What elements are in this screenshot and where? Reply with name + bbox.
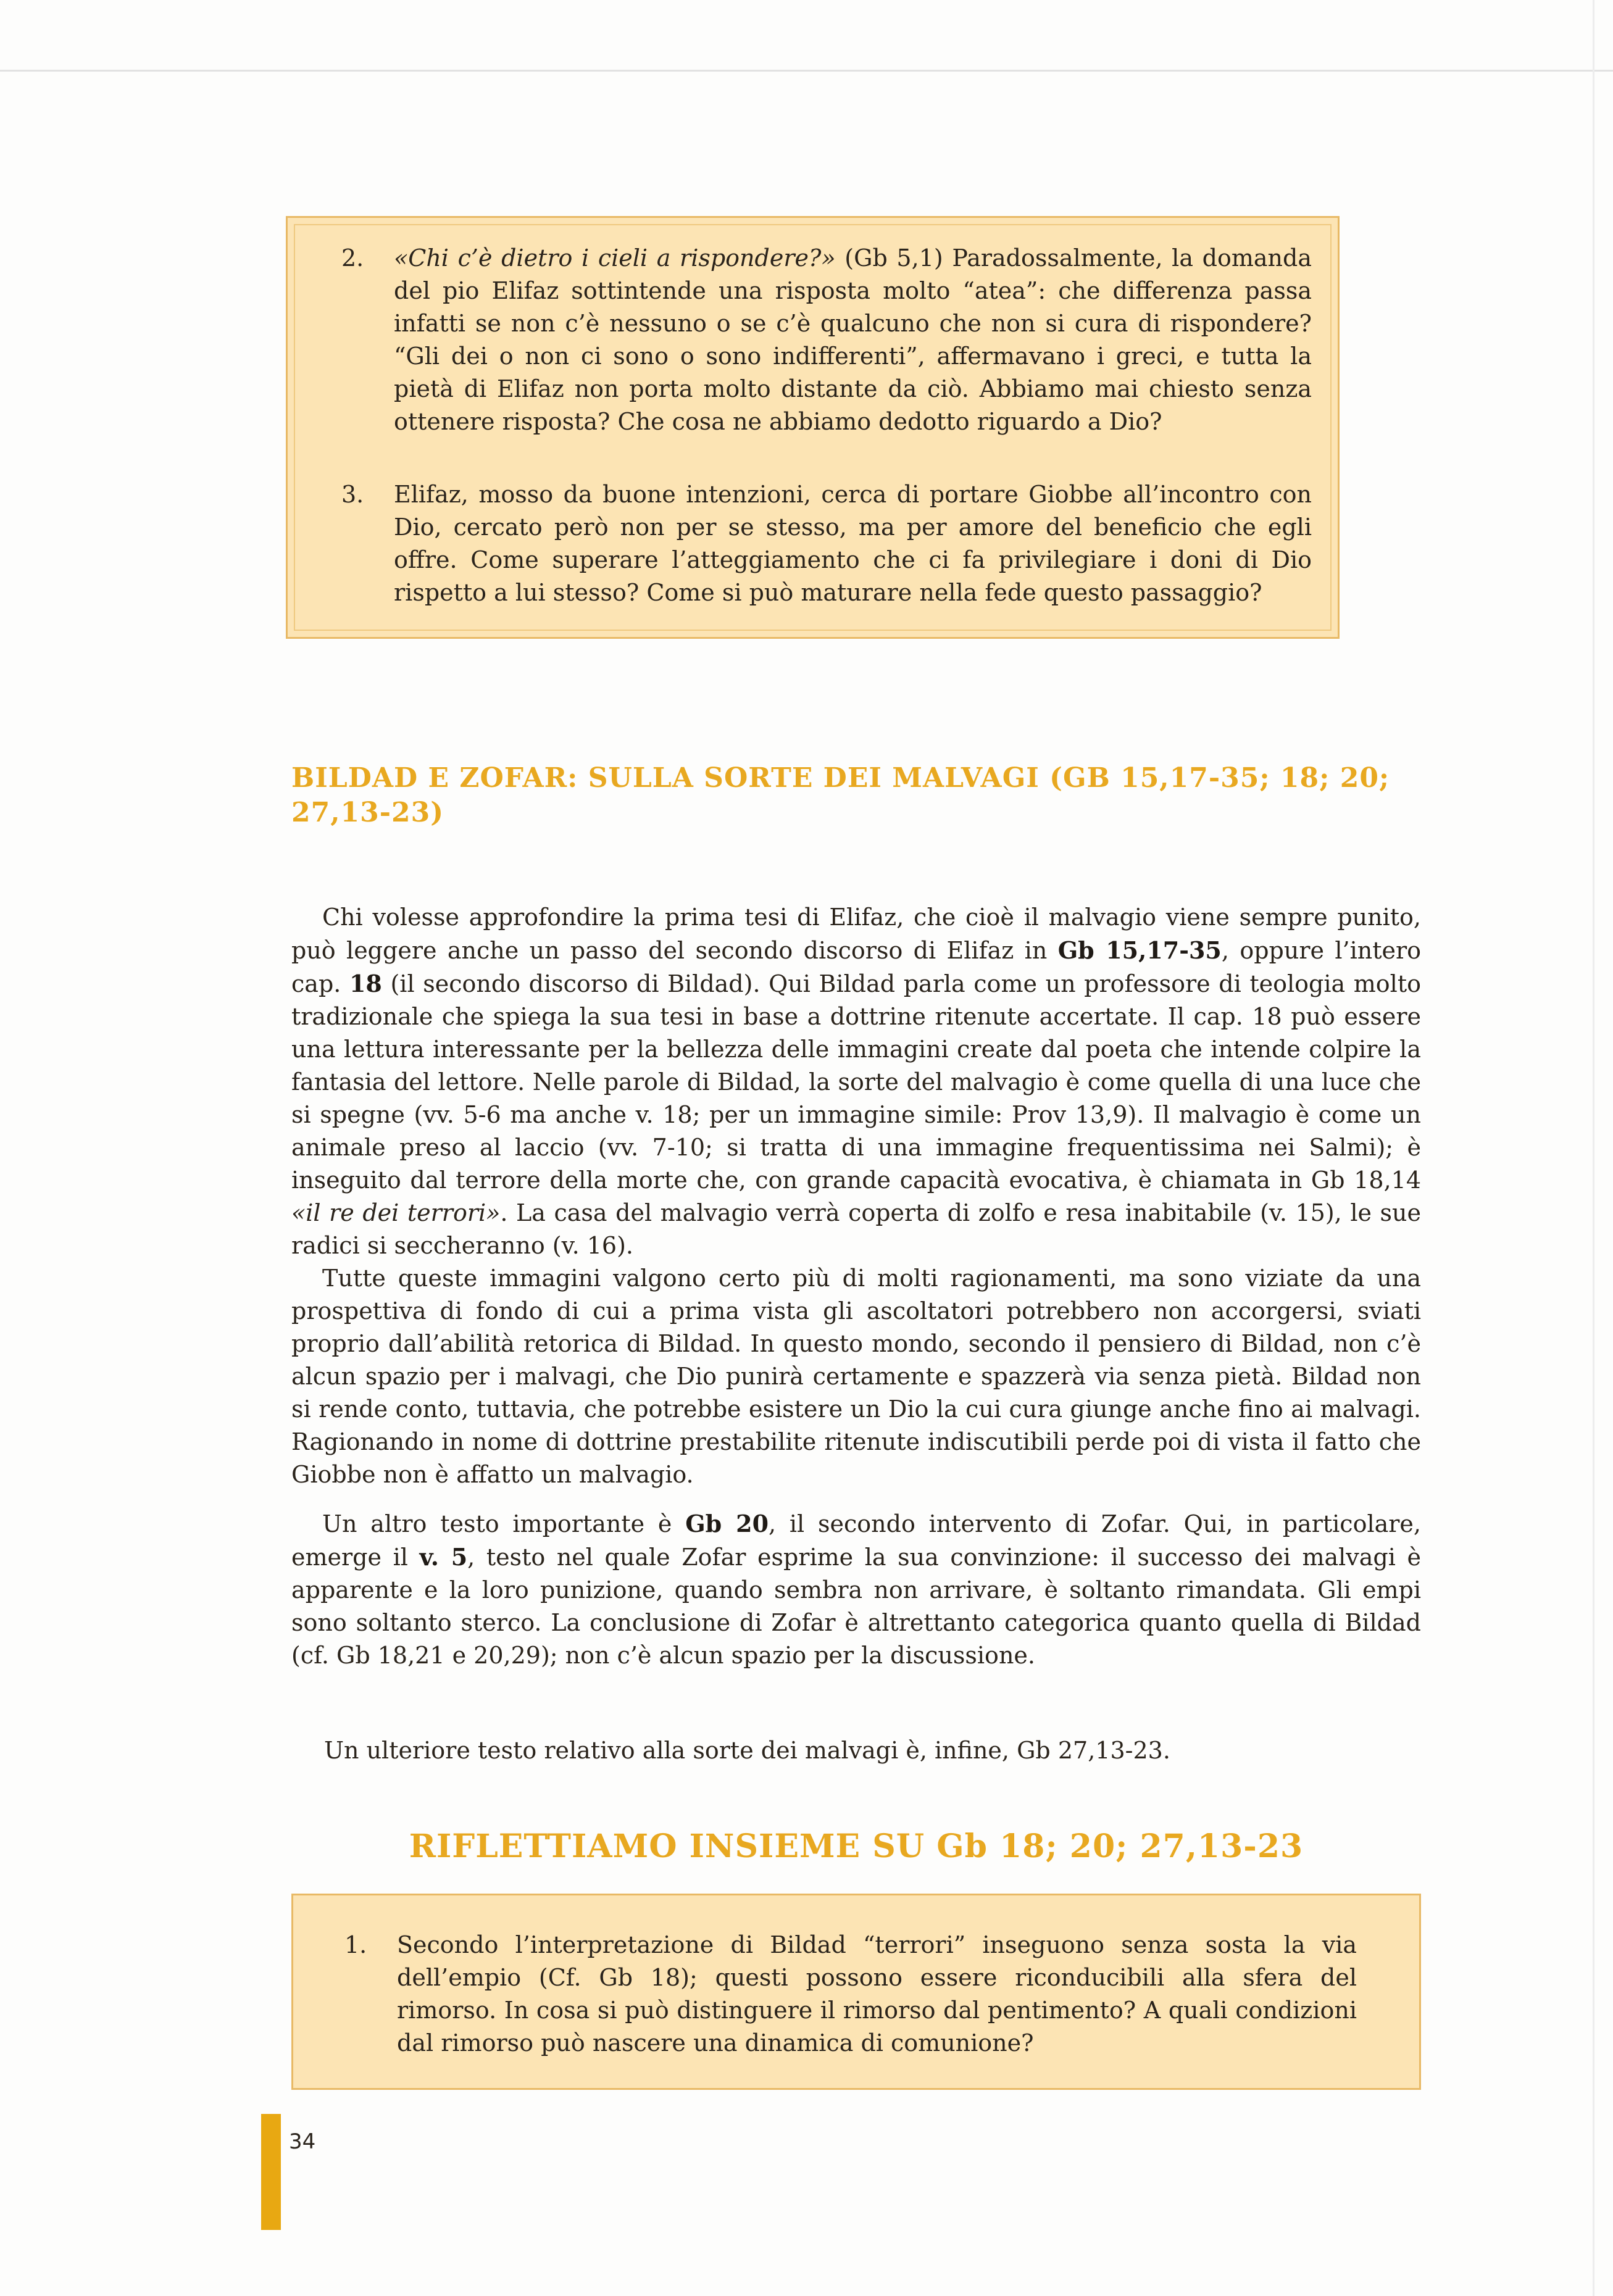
paragraph-3: Un altro testo importante è Gb 20, il secondo intervento di Zofar. Qui, in particolare, emerge il v. 5, testo nel quale Zofar esprime la sua convinzione: il successo dei malvagi è apparente e la loro punizione, quando sembra non arrivare, è soltanto rimandata. Gli empi sono soltanto sterco. La conclusione di Zofar è altrettanto categorica quanto quella di Bildad (cf. Gb 18,21 e 20,29); non c’è alcun spazio per la discussione.	[291, 1510, 1421, 1669]
question-number: 2.	[341, 244, 364, 272]
question-item-2	[341, 242, 1312, 438]
question-text: Secondo l’interpretazione di Bildad “terrori” inseguono senza sosta la via dell’empio (Cf. Gb 18); questi possono essere riconducibili alla sfera del rimorso. In cosa si può distinguere il rimorso dal pentimento? A quali condizioni dal rimorso può nascere una dinamica di comunione?	[397, 1931, 1357, 2057]
paragraph-1: Chi volesse approfondire la prima tesi di Elifaz, che cioè il malvagio viene sempre punito, può leggere anche un passo del secondo discorso di Elifaz in Gb 15,17-35, oppure l’intero cap. 18 (il secondo discorso di Bildad). Qui Bildad parla come un professore di teologia molto tradizionale che spiega la sua tesi in base a dottrine ritenute accertate. Il cap. 18 può essere una lettura interessante per la bellezza delle immagini create dal poeta che intende colpire la fantasia del lettore. Nelle parole di Bildad, la sorte del malvagio è come quella di una luce che si spegne (vv. 5-6 ma anche v. 18; per un immagine simile: Prov 13,9). Il malvagio è come un animale preso al laccio (vv. 7-10; si tratta di una immagine frequentissima nei Salmi); è inseguito dal terrore della morte che, con grande capacità evocativa, è chiamata in Gb 18,14 «il re dei terrori». La casa del malvagio verrà coperta di zolfo e resa inabitabile (v. 15), le sue radici si seccheranno (v. 16).	[291, 904, 1422, 1259]
question-number: 1.	[344, 1931, 367, 1958]
bold-reference: Gb 15,17-35	[1057, 936, 1222, 964]
question-text: Elifaz, mosso da buone intenzioni, cerca di portare Giobbe all’incontro con Dio, cercato però non per se stesso, ma per amore del beneficio che egli offre. Come superare l’atteggiamento che ci fa privilegiare i doni di Dio rispetto a lui stesso? Come si può maturare nella fede questo passaggio?	[394, 481, 1312, 606]
right-rule	[1593, 0, 1594, 2296]
paragraph-2: Tutte queste immagini valgono certo più di molti ragionamenti, ma sono viziate da una prospettiva di fondo di cui a prima vista gli ascoltatori potrebbero non accorgersi, sviati proprio dall’abilità retorica di Bildad. In questo mondo, secondo il pensiero di Bildad, non c’è alcun spazio per i malvagi, che Dio punirà certamente e spazzerà via senza pietà. Bildad non si rende conto, tuttavia, che potrebbe esistere un Dio la cui cura giunge anche fino ai malvagi. Ragionando in nome di dottrine prestabilite ritenute indiscutibili perde poi di vista il fatto che Giobbe non è affatto un malvagio.	[291, 1265, 1421, 1488]
question-item-1	[344, 1929, 1357, 2060]
bold-reference: Gb 20	[685, 1510, 769, 1537]
page-number-bar	[261, 2114, 281, 2230]
question-number: 3.	[341, 481, 364, 508]
body-text-block	[291, 901, 1421, 1672]
reflection-title: RIFLETTIAMO INSIEME SU Gb 18; 20; 27,13-23	[409, 1828, 1304, 1865]
italic-quote: «il re dei terrori»	[291, 1199, 501, 1226]
bold-reference: v. 5	[419, 1543, 468, 1571]
section-title: BILDAD E ZOFAR: SULLA SORTE DEI MALVAGI (GB 15,17-35; 18; 20; 27,13-23)	[291, 762, 1390, 828]
question-text	[394, 242, 1312, 438]
top-rule	[0, 70, 1613, 72]
question-body: (Gb 5,1) Paradossalmente, la domanda del pio Elifaz sottintende una risposta molto “atea”: che differenza passa infatti se non c’è nessuno o se c’è qualcuno che non si cura di rispondere? “Gli dei o non ci sono o sono indifferenti”, affermavano i greci, e tutta la pietà di Elifaz non porta molto distante da ciò. Abbiamo mai chiesto senza ottenere risposta? Che cosa ne abbiamo dedotto riguardo a Dio?	[394, 244, 1312, 435]
further-reference-line: Un ulteriore testo relativo alla sorte dei malvagi è, infine, Gb 27,13-23.	[324, 1737, 1170, 1764]
question-quote: «Chi c’è dietro i cieli a rispondere?»	[394, 244, 836, 272]
bold-reference: 18	[349, 970, 382, 997]
question-item-3	[341, 478, 1312, 609]
page-number: 34	[289, 2129, 316, 2154]
